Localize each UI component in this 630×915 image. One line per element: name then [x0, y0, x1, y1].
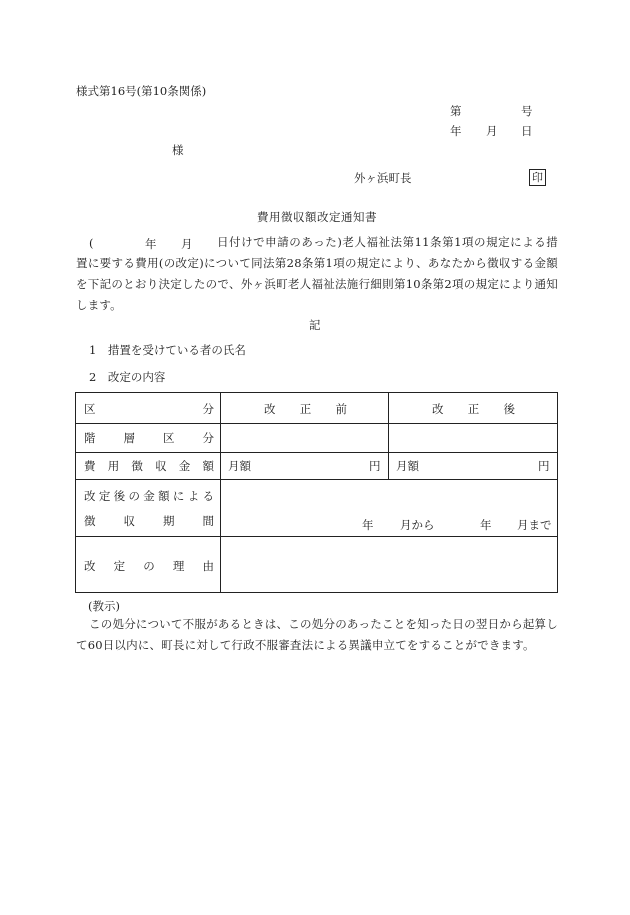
intro-month: 月 — [181, 237, 193, 251]
header-after: 改 正 後 — [432, 402, 515, 416]
reason-cell[interactable] — [224, 540, 554, 590]
doc-number-prefix: 第 — [450, 104, 462, 118]
period-from: 月から — [400, 518, 435, 532]
date-year: 年 — [450, 124, 462, 138]
item-1-label: 1 措置を受けている者の氏名 — [89, 343, 246, 357]
tier-after-cell[interactable] — [392, 426, 554, 448]
amount-after-yen: 円 — [538, 459, 550, 473]
amount-before-yen: 円 — [369, 459, 381, 473]
row-tier-class: 階 層 区 分 — [84, 431, 214, 445]
amount-after-monthly-label: 月額 — [396, 459, 419, 473]
intro-open-paren: ( — [89, 236, 94, 250]
period-year-to: 年 — [480, 518, 492, 532]
intro-year: 年 — [145, 237, 157, 251]
header-category: 区 分 — [84, 402, 214, 416]
date-day: 日 — [521, 124, 533, 138]
date-month: 月 — [486, 124, 498, 138]
notice-body: この処分について不服があるときは、この処分のあったことを知った日の翌日から起算して60日以内に、町長に対して行政不服審査法による異議申立てをすることができます。 — [76, 617, 558, 652]
amount-before-monthly-label: 月額 — [228, 459, 251, 473]
document-title: 費用徴収額改定通知書 — [257, 210, 377, 224]
tier-before-cell[interactable] — [224, 426, 384, 448]
row-period-line2: 徴 収 期 間 — [84, 514, 214, 528]
addressee-suffix: 様 — [172, 143, 184, 157]
period-to: 月まで — [517, 518, 552, 532]
form-number: 様式第16号(第10条関係) — [76, 84, 207, 98]
period-year-from: 年 — [362, 518, 374, 532]
row-amount: 費 用 徴 収 金 額 — [84, 459, 214, 473]
seal-mark: 印 — [529, 169, 546, 186]
doc-number-suffix: 号 — [521, 104, 533, 118]
ki-mark: 記 — [309, 318, 321, 332]
row-period-line1: 改 定 後 の 金 額 に よ る — [84, 489, 214, 503]
issuer-name: 外ヶ浜町長 — [354, 171, 412, 185]
item-2-label: 2 改定の内容 — [89, 370, 166, 384]
row-reason: 改 定 の 理 由 — [84, 559, 214, 573]
revision-table — [75, 392, 558, 593]
header-before: 改 正 前 — [264, 402, 347, 416]
intro-paragraph: 日付けで申請のあった)老人福祉法第11条第1項の規定による措置に要する費用(の改定)について同法第28条第1項の規定により、あなたから徴収する金額を下記のとおり決定したので、外ヶ浜町老人福祉法施行細則第10条第2項の規定により通知します。 — [76, 235, 558, 312]
notice-heading: (教示) — [88, 599, 120, 613]
